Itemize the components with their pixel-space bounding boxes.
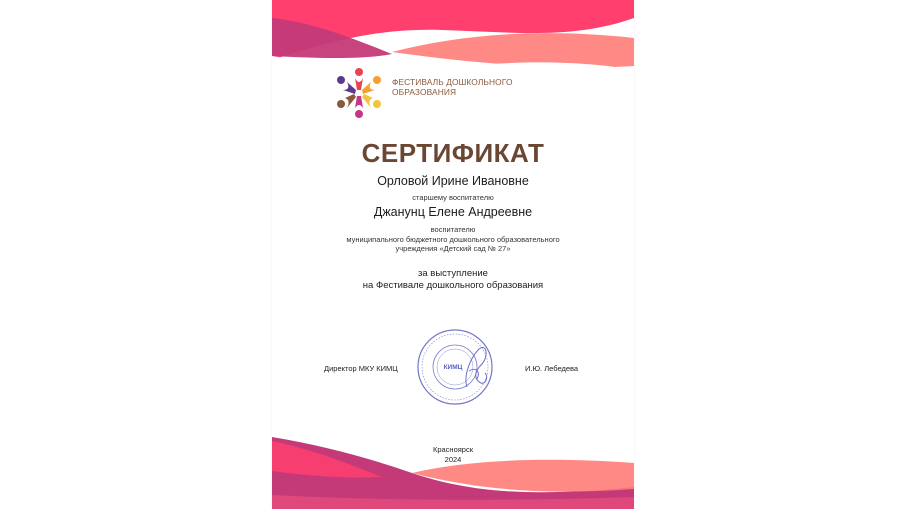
- signer-role: Директор МКУ КИМЦ: [324, 364, 398, 373]
- organization-line-2: учреждения «Детский сад № 27»: [395, 244, 511, 253]
- organization-line-1: муниципального бюджетного дошкольного образовательного: [346, 235, 560, 244]
- footer-year: 2024: [444, 455, 462, 464]
- certificate-title: СЕРТИФИКАТ: [361, 138, 545, 168]
- festival-name-line2: ОБРАЗОВАНИЯ: [392, 87, 457, 97]
- top-decorative-wave: [272, 0, 634, 76]
- footer-city: Красноярск: [432, 445, 474, 454]
- festival-name-line1: ФЕСТИВАЛЬ ДОШКОЛЬНОГО: [392, 77, 513, 87]
- recipient-name-2: Джанунц Елене Андреевне: [373, 205, 533, 219]
- handwritten-signature: [466, 348, 487, 387]
- signer-name: И.Ю. Лебедева: [525, 364, 579, 373]
- stamp-label: КИМЦ: [443, 364, 463, 371]
- reason-line-1: за выступление: [418, 268, 488, 279]
- official-stamp-icon: [415, 327, 495, 407]
- bottom-decorative-wave: [272, 437, 634, 509]
- festival-name: [392, 77, 513, 97]
- recipient-position-2: воспитателю: [430, 225, 476, 234]
- recipient-position-1: старшему воспитателю: [412, 193, 494, 202]
- certificate-page: [272, 0, 634, 509]
- recipient-name-1: Орловой Ирине Ивановне: [377, 174, 529, 188]
- reason-line-2: на Фестивале дошкольного образования: [362, 280, 544, 291]
- festival-logo-icon: [331, 64, 387, 120]
